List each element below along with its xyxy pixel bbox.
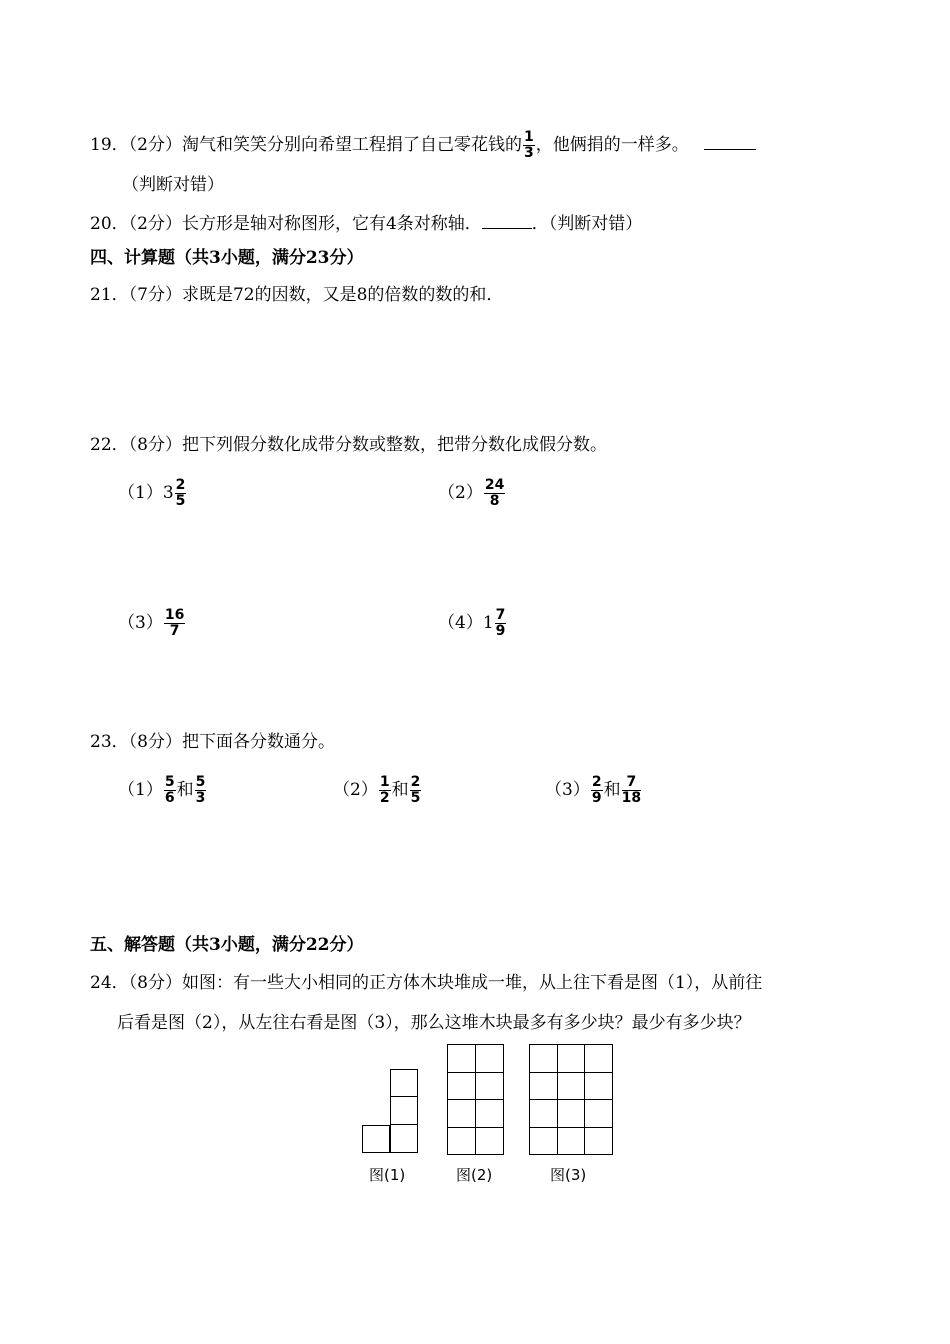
q23-item-2-a-numerator: 1 (379, 774, 390, 790)
q22-item-1 (118, 478, 187, 509)
q23-item-1-label: （1） (118, 780, 163, 800)
figure-2-square (448, 1045, 476, 1073)
figure-1-empty (362, 1097, 390, 1125)
q23-item-2-fraction-a (379, 775, 391, 806)
q22-item-2-fraction (484, 478, 505, 509)
q20-number: 20． (90, 214, 129, 234)
q24-line2: 后看是图（2），从左往右看是图（3），那么这堆木块最多有多少块？最少有多少块？ (117, 1013, 751, 1033)
q19-score: （2分） (128, 135, 182, 155)
figure-3-square (558, 1073, 586, 1101)
q23-text: 把下面各分数通分。 (181, 732, 335, 752)
figure-3-caption: 图(3) (550, 1166, 587, 1184)
q20-score: （2分） (128, 214, 182, 234)
figure-2-square (476, 1100, 504, 1128)
q23-item-3-a-denominator: 9 (591, 790, 602, 806)
q19-text-after: ，他俩捐的一样多。 (535, 135, 689, 155)
figure-1-empty (362, 1069, 390, 1097)
q22-item-2-label: （2） (438, 483, 483, 503)
q23-item-3-a-numerator: 2 (591, 774, 602, 790)
q23-item-3 (545, 775, 642, 806)
figure-3-square (585, 1045, 613, 1073)
q23-item-1-fraction-a (164, 775, 176, 806)
q22-item-4-whole: 1 (482, 613, 494, 633)
q19-number: 19． (90, 135, 129, 155)
q22-item-2-denominator: 8 (489, 493, 500, 509)
q22-item-4-numerator: 7 (495, 607, 506, 623)
q24-number: 24． (90, 973, 129, 993)
q20-suffix: （判断对错） (548, 214, 643, 234)
q23-item-3-label: （3） (545, 780, 590, 800)
q21-score: （7分） (128, 285, 182, 305)
q21-text: 求既是72的因数，又是8的倍数的数的和． (181, 285, 504, 305)
q20-answer-blank[interactable] (482, 210, 532, 229)
figure-2-square (448, 1128, 476, 1156)
figure-1-square (390, 1125, 418, 1153)
q23-item-3-and: 和 (603, 780, 621, 800)
q22-item-4-label: （4） (438, 613, 483, 633)
q22-item-4-denominator: 9 (495, 623, 506, 639)
q23-item-1 (118, 775, 207, 806)
q23-item-2 (333, 775, 422, 806)
q19-line2: （判断对错） (122, 175, 224, 195)
q23-item-1-and: 和 (176, 780, 194, 800)
q20-text: 长方形是轴对称图形，它有4条对称轴． (181, 214, 482, 234)
figure-2-square (448, 1073, 476, 1101)
q23-item-2-fraction-b (410, 775, 422, 806)
q22-score: （8分） (128, 435, 182, 455)
q22-item-4-fraction (495, 608, 507, 639)
figure-3-square (530, 1128, 558, 1156)
q24-text-line1: 如图：有一些大小相同的正方体木块堆成一堆，从上往下看是图（1），从前往 (181, 973, 763, 993)
q19-answer-blank[interactable] (704, 131, 756, 150)
q19-fraction-denominator: 3 (523, 145, 534, 161)
q23-item-3-b-denominator: 18 (621, 790, 642, 806)
q23-item-2-a-denominator: 2 (379, 790, 390, 806)
q20-dot: ． (531, 214, 549, 234)
q23-item-1-a-numerator: 5 (164, 774, 175, 790)
q24-score: （8分） (128, 973, 182, 993)
figure-3-square (558, 1128, 586, 1156)
figure-3-square (558, 1045, 586, 1073)
q22-item-4 (438, 608, 507, 639)
q22-text: 把下列假分数化成带分数或整数，把带分数化成假分数。 (181, 435, 607, 455)
q20 (90, 210, 642, 235)
figure-3-square (530, 1073, 558, 1101)
figure-2-square (476, 1073, 504, 1101)
figure-3-square (558, 1100, 586, 1128)
q23-item-1-fraction-b (195, 775, 207, 806)
figure-3-square (530, 1045, 558, 1073)
q23-item-2-b-numerator: 2 (410, 774, 421, 790)
q22-item-1-whole: 3 (162, 483, 174, 503)
figure-3-side-view (529, 1044, 613, 1155)
figure-3-square (585, 1128, 613, 1156)
q23 (90, 731, 335, 753)
q23-number: 23． (90, 732, 129, 752)
q23-score: （8分） (128, 732, 182, 752)
q21-number: 21． (90, 285, 129, 305)
q21 (90, 284, 503, 306)
q19-line1 (90, 130, 756, 161)
q22-item-3 (118, 608, 186, 639)
q22-item-1-label: （1） (118, 483, 163, 503)
figure-1-square (362, 1125, 390, 1153)
q22-item-2 (438, 478, 506, 509)
q22-item-1-denominator: 5 (175, 493, 186, 509)
q23-item-3-fraction-b (622, 775, 641, 806)
q23-item-2-label: （2） (333, 780, 378, 800)
q22-item-3-denominator: 7 (169, 623, 180, 639)
figure-1-square (390, 1069, 418, 1097)
q22-number: 22． (90, 435, 129, 455)
figure-3-square (585, 1073, 613, 1101)
q22-item-3-label: （3） (118, 613, 163, 633)
q22 (90, 434, 607, 456)
figure-2-square (448, 1100, 476, 1128)
q23-item-3-b-numerator: 7 (622, 775, 641, 791)
q22-item-1-numerator: 2 (175, 477, 186, 493)
q23-item-1-b-denominator: 3 (195, 790, 206, 806)
figure-1-top-view (362, 1069, 418, 1153)
q19-fraction-numerator: 1 (523, 129, 534, 145)
figure-2-front-view (447, 1044, 504, 1155)
section-5-title: 五、解答题（共3小题，满分22分） (90, 935, 364, 955)
q19-text-before: 淘气和笑笑分别向希望工程捐了自己零花钱的 (181, 135, 522, 155)
q22-item-1-fraction (175, 478, 187, 509)
figure-3-square (585, 1100, 613, 1128)
q24-line1 (90, 972, 762, 994)
figure-1-square (390, 1097, 418, 1125)
q22-item-2-numerator: 24 (484, 477, 505, 493)
q23-item-1-b-numerator: 5 (195, 774, 206, 790)
q22-item-3-numerator: 16 (164, 607, 185, 623)
q23-item-3-fraction-a (591, 775, 603, 806)
q22-item-3-fraction (164, 608, 185, 639)
q23-item-1-a-denominator: 6 (164, 790, 175, 806)
q23-item-2-and: 和 (391, 780, 409, 800)
figure-2-square (476, 1045, 504, 1073)
figure-2-square (476, 1128, 504, 1156)
figure-3-square (530, 1100, 558, 1128)
figure-2-caption: 图(2) (456, 1166, 493, 1184)
q19-fraction (523, 130, 535, 161)
figure-1-caption: 图(1) (369, 1166, 406, 1184)
q23-item-2-b-denominator: 5 (410, 790, 421, 806)
section-4-title: 四、计算题（共3小题，满分23分） (90, 248, 364, 268)
